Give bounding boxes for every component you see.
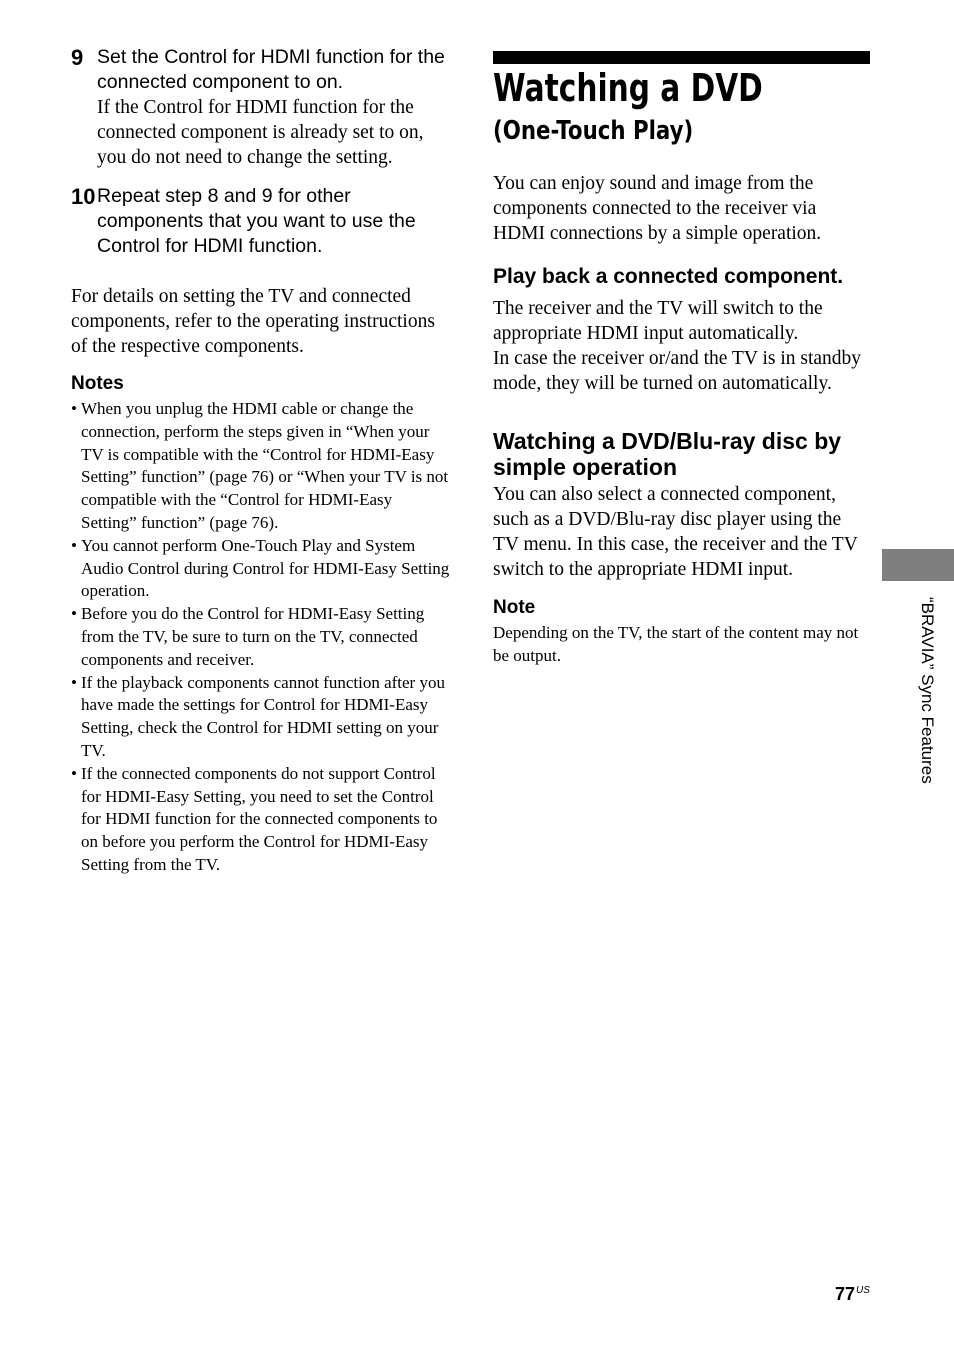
bullet: • [71,535,77,555]
playback-heading: Play back a connected component. [493,265,844,288]
note-item: • You cannot perform One-Touch Play and System Audio Control during Control for HDMI-Easy Setting operation. [71,535,450,601]
playback-section [493,296,870,396]
page-number: $77^{US}$ [835,1284,870,1304]
step-heading: Set the Control for HDMI function for the connected component to on. [97,46,445,93]
dvd-heading: Watching a DVD/Blu-ray disc by simple operation [493,428,842,480]
page-title: Watching a DVD [493,66,763,110]
notes-heading: Notes [71,373,124,394]
playback-body: The receiver and the TV will switch to the appropriate HDMI input automatically. [493,298,823,344]
step-9 [71,45,451,170]
playback-body: In case the receiver or/and the TV is in standby mode, they will be turned on automatically. [493,348,862,394]
step-number: 9 [71,45,84,70]
details-paragraph: For details on setting the TV and connected components, refer to the operating instructions of the respective components. [71,286,435,357]
step-10 [71,184,451,259]
title-rule [493,51,870,64]
page-number-suffix: US [856,1285,870,1296]
section-tab [882,549,954,581]
bullet: • [71,763,77,783]
bullet: • [71,604,77,624]
step-number: 10 [71,184,96,209]
dvd-body: You can also select a connected component, such as a DVD/Blu-ray disc player using the TV menu. In this case, the receiver and the TV switch to the appropriate HDMI input. [493,484,858,580]
page-subtitle: (One-Touch Play) [493,116,694,146]
note-item: • If the connected components do not support Control for HDMI-Easy Setting, you need to set the Control for HDMI function for the connected components to on before you perform the Control for HDMI-Easy Setting from the TV. [71,763,438,874]
note-item: • If the playback components cannot function after you have made the settings for Control for HDMI-Easy Setting, check the Control for HDMI setting on your TV. [71,672,445,760]
intro-paragraph: You can enjoy sound and image from the components connected to the receiver via HDMI connections by a simple operation. [493,173,822,244]
note-item: • Before you do the Control for HDMI-Easy Setting from the TV, be sure to turn on the TV, connected components and receiver. [71,604,425,669]
note-item: • When you unplug the HDMI cable or change the connection, perform the steps given in “When your TV is compatible with the “Control for HDMI-Easy Setting” function” (page 76) or “When your TV is not compatible with the “Control for HDMI-Easy Setting” function” (page 76). [71,399,449,532]
step-heading: Repeat step 8 and 9 for other components that you want to use the Control for HDMI function. [97,185,416,257]
bullet: • [71,399,77,418]
notes-list [71,398,451,877]
bullet: • [71,672,77,692]
step-body: If the Control for HDMI function for the connected component is already set to on, you do not need to change the setting. [97,97,424,168]
section-label: “BRAVIA” Sync Features [918,597,937,784]
note-heading: Note [493,597,536,618]
note-body: Depending on the TV, the start of the content may not be output. [493,623,859,665]
